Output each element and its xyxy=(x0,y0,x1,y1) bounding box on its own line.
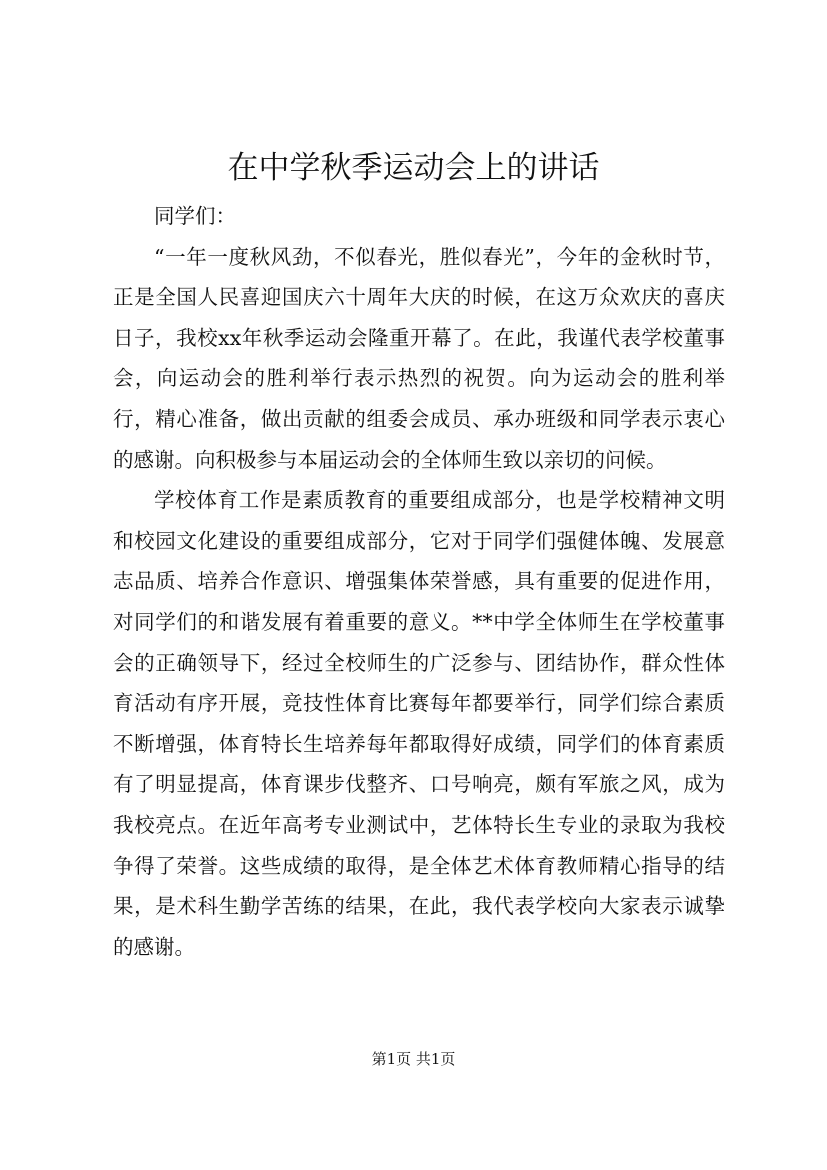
page-footer: 第1页 共1页 xyxy=(371,1050,456,1068)
document-title: 在中学秋季运动会上的讲话 xyxy=(227,150,600,186)
paragraph-1: “一年一度秋风劲，不似春光，胜似春光”，今年的金秋时节，正是全国人民喜迎国庆六十周年大庆的时候，在这万众欢庆的喜庆日子，我校xx年秋季运动会隆重开幕了。在此，我谨代表学校董事会，向运动会的胜利举行表示热烈的祝贺。向为运动会的胜利举行，精心准备，做出贡献的组委会成员、承办班级和同学表示衷心的感谢。向积极参与本届运动会的全体师生致以亲切的问候。 xyxy=(113,244,725,472)
document-body xyxy=(113,196,725,967)
paragraph-2: 学校体育工作是素质教育的重要组成部分，也是学校精神文明和校园文化建设的重要组成部分，它对于同学们强健体魄、发展意志品质、培养合作意识、增强集体荣誉感，具有重要的促进作用，对同学们的和谐发展有着重要的意义。**中学全体师生在学校董事会的正确领导下，经过全校师生的广泛参与、团结协作，群众性体育活动有序开展，竞技性体育比赛每年都要举行，同学们综合素质不断增强，体育特长生培养每年都取得好成绩，同学们的体育素质有了明显提高，体育课步伐整齐、口号响亮，颇有军旅之风，成为我校亮点。在近年高考专业测试中，艺体特长生专业的录取为我校争得了荣誉。这些成绩的取得，是全体艺术体育教师精心指导的结果，是术科生勤学苦练的结果，在此，我代表学校向大家表示诚挚的感谢。 xyxy=(113,488,725,959)
salutation: 同学们： xyxy=(154,204,236,228)
